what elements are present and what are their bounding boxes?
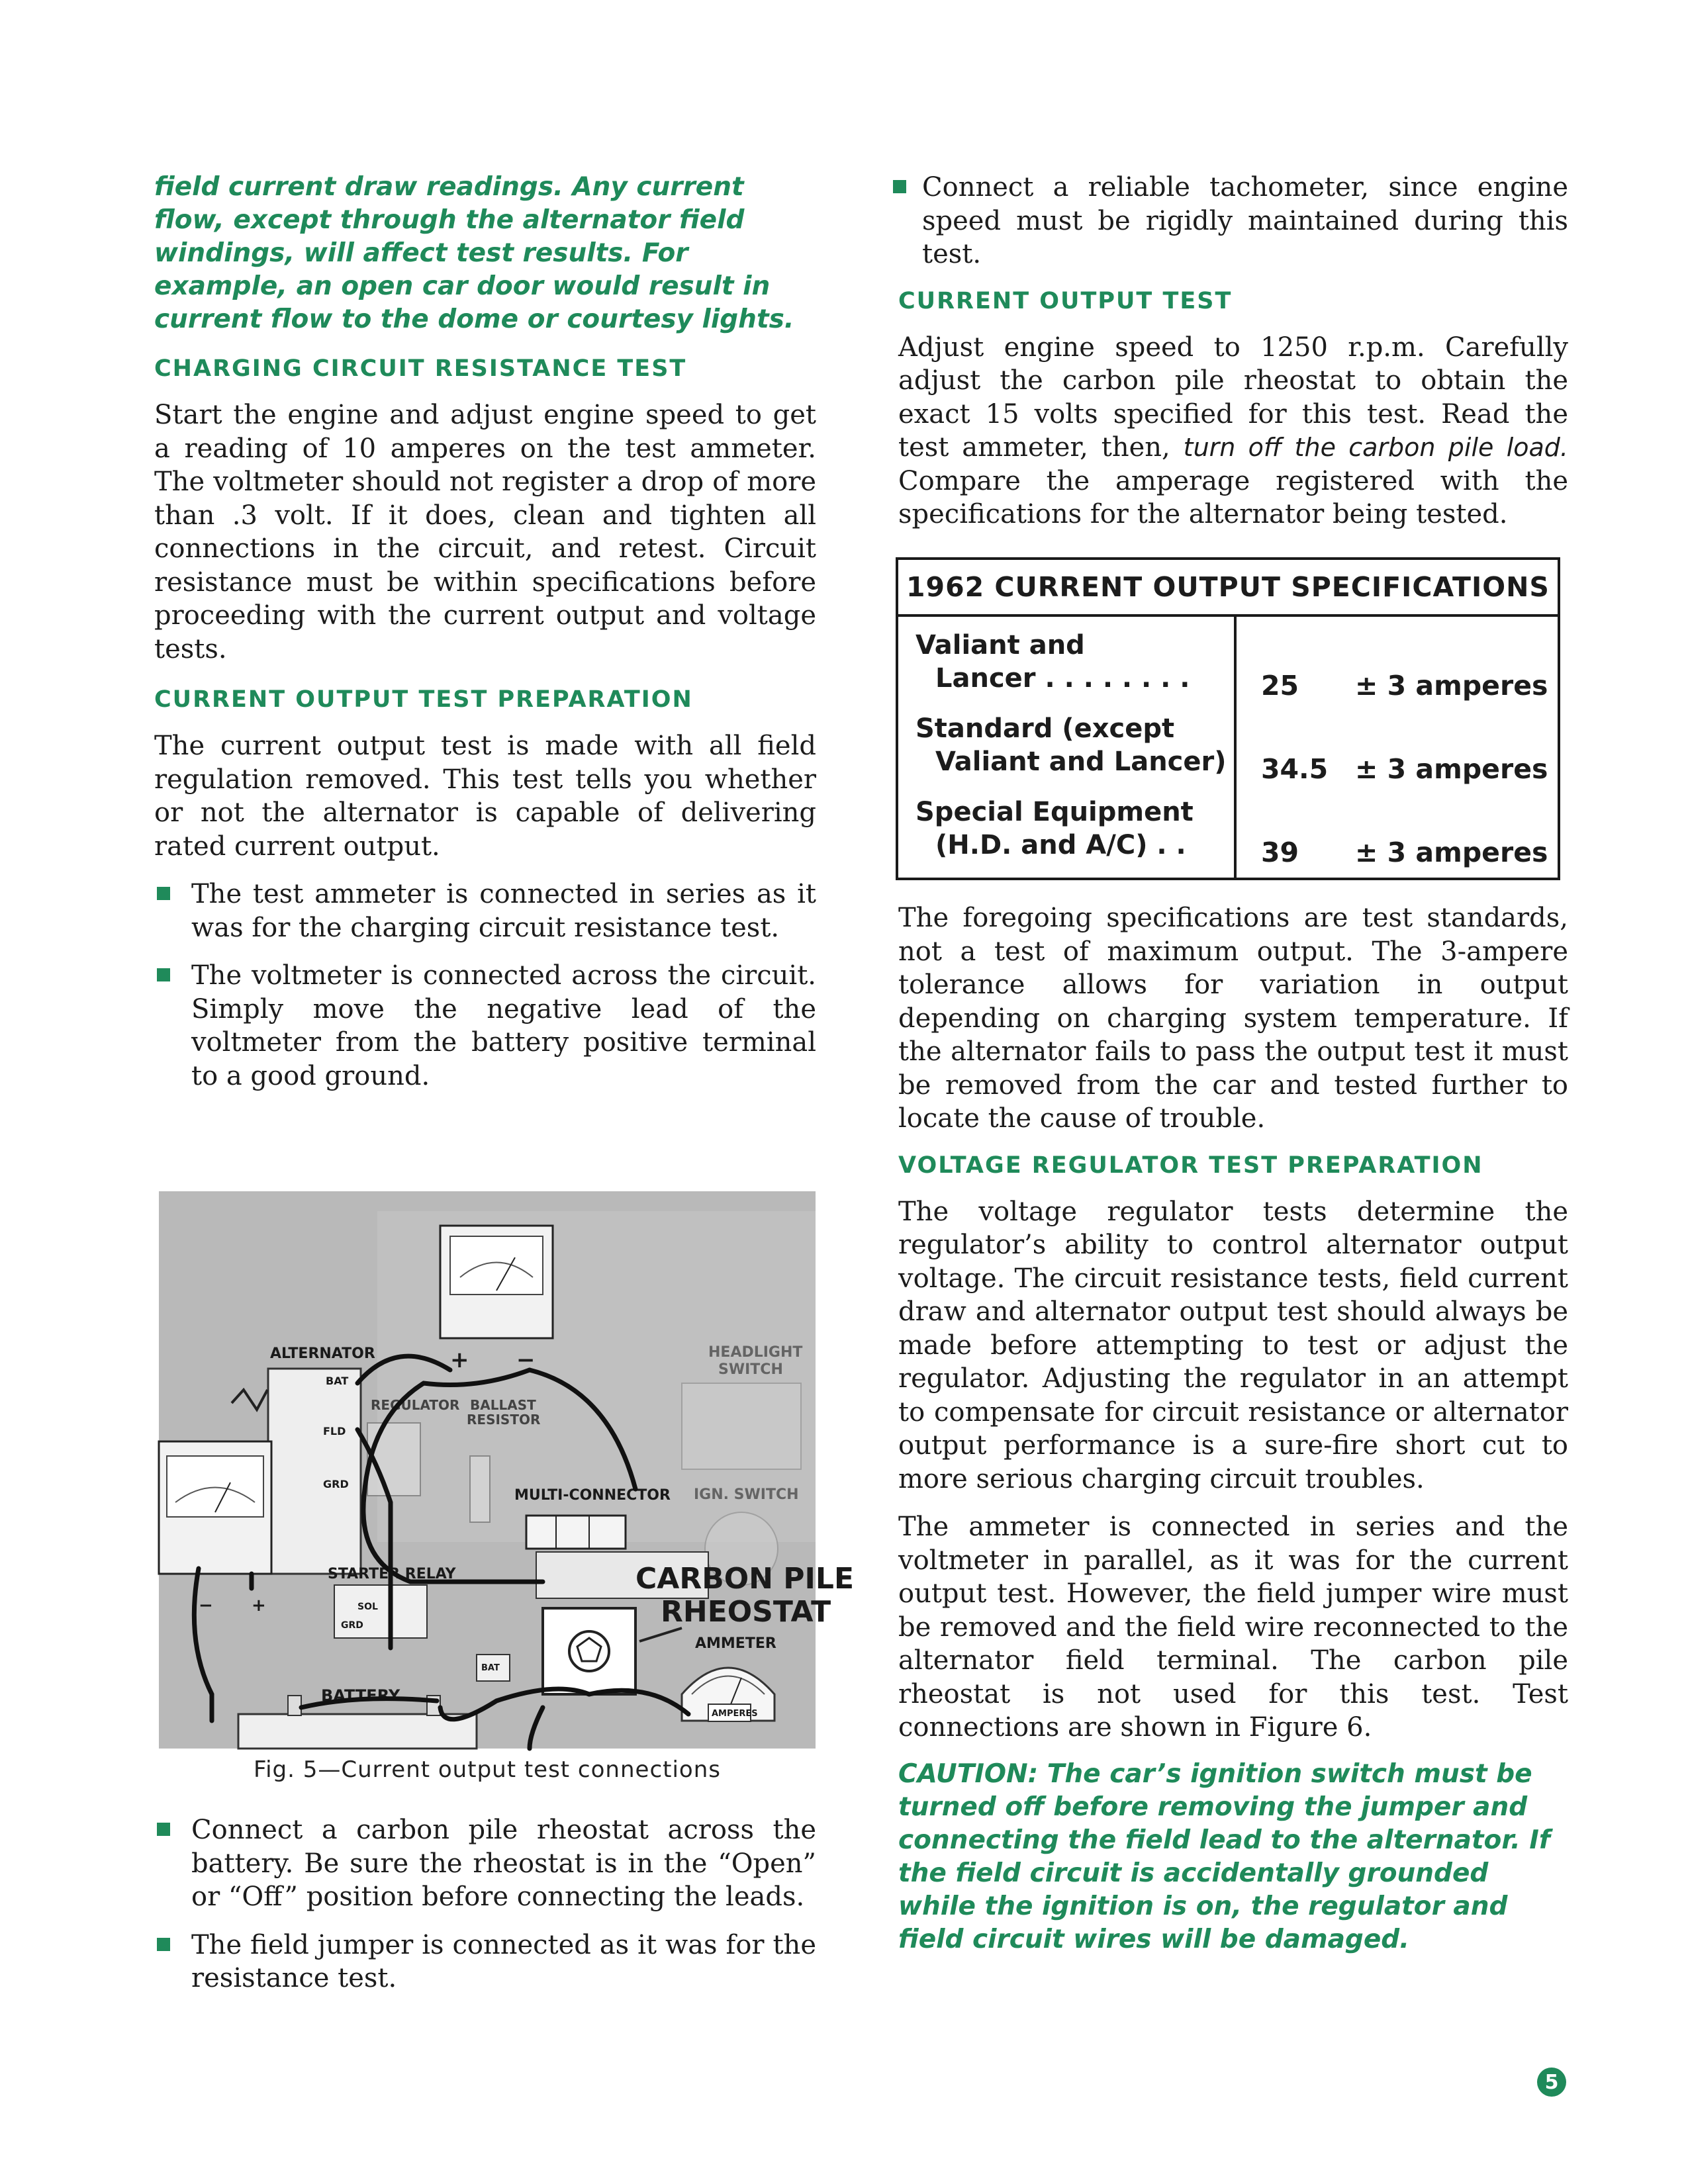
bullet-voltmeter-text: The voltmeter is connected across the circuit. Simply move the negative lead of the voltmeter from the battery positive terminal to a good ground. (191, 960, 816, 1091)
svg-text:RESISTOR: RESISTOR (467, 1412, 541, 1428)
caution-paragraph: CAUTION: The car’s ignition switch must be turned off before removing the jumper and connecting the field lead to the alternator. If the field circuit is accidentally grounded while the ignition is on, the regulator and field circuit wires will be damaged. (898, 1758, 1550, 1954)
svg-text:AMMETER: AMMETER (695, 1635, 776, 1652)
spec-row-label: Special Equipment (H.D. and A/C) . . (915, 797, 1194, 860)
svg-text:CARBON PILE: CARBON PILE (635, 1562, 855, 1596)
svg-text:BAT: BAT (326, 1375, 349, 1387)
spec-row (898, 629, 1558, 709)
paragraph-ammeter-connection: The ammeter is connected in series and the voltmeter in parallel, as it was for the current output test. However, the field jumper wire must be removed and the field wire reconnected to the alternator field terminal. The carbon pile rheostat is not used for this test. Test connections are shown in Figure 6. (898, 1512, 1568, 1743)
svg-text:−: − (516, 1347, 536, 1373)
paragraph-current-output (898, 331, 1568, 531)
bullet-tachometer (898, 171, 1568, 271)
bullet-tachometer-text: Connect a reliable tachometer, since engine speed must be rigidly maintained during this test. (922, 172, 1568, 269)
svg-text:REGULATOR: REGULATOR (371, 1397, 460, 1413)
right-column-top (898, 171, 1568, 531)
figure-caption: Fig. 5—Current output test connections (254, 1756, 721, 1783)
spec-row-value: 34.5 (1261, 753, 1329, 785)
svg-text:FLD: FLD (323, 1425, 346, 1437)
figure-current-output-connections (159, 1191, 855, 1749)
svg-text:+: + (252, 1596, 266, 1615)
paragraph-current-output-start: Adjust engine speed to 1250 r.p.m. Carefully adjust the carbon pile rheostat to obtain the exact 15 volts specified for this test. Read the test ammeter, then, (898, 332, 1568, 463)
svg-text:HEADLIGHT: HEADLIGHT (708, 1344, 803, 1361)
bullet-voltmeter (154, 959, 816, 1093)
paragraph-charging-circuit: Start the engine and adjust engine speed to get a reading of 10 amperes on the test ammeter. The voltmeter should not register a drop of more than .3 volt. If it does, clean and tighten all connections in the circuit, and retest. Circuit resistance must be within specifications before proceeding with the current output and voltage tests. (154, 400, 816, 664)
spec-row (898, 796, 1558, 876)
intro-italic-paragraph: field current draw readings. Any current flow, except through the alternator field windings, will affect test results. For example, an open car door would result in current flow to the dome or courtesy lights. (154, 172, 794, 334)
bullet-square-icon (157, 968, 170, 981)
spec-row-label: Valiant and Lancer . . . . . . . . (915, 630, 1190, 694)
left-bottom-bullets (154, 1813, 816, 1995)
heading-output-prep: CURRENT OUTPUT TEST PREPARATION (154, 686, 693, 713)
svg-text:ALTERNATOR: ALTERNATOR (270, 1345, 375, 1362)
svg-text:−: − (199, 1596, 213, 1615)
svg-text:BAT: BAT (481, 1663, 500, 1673)
page-number: 5 (1537, 2068, 1566, 2097)
svg-text:GRD: GRD (341, 1620, 363, 1631)
svg-text:+: + (450, 1347, 469, 1373)
svg-text:RHEOSTAT: RHEOSTAT (661, 1595, 831, 1629)
spec-row (898, 712, 1558, 793)
bullet-ammeter-text: The test ammeter is connected in series as it was for the charging circuit resistance test. (191, 879, 816, 943)
svg-text:SOL: SOL (357, 1602, 378, 1612)
spec-row-tolerance: ± 3 amperes (1355, 837, 1548, 868)
svg-text:GRD: GRD (323, 1478, 349, 1490)
right-column-bottom (898, 901, 1568, 1956)
svg-text:BALLAST: BALLAST (470, 1397, 536, 1413)
paragraph-foregoing: The foregoing specifications are test standards, not a test of maximum output. The 3-ampere tolerance allows for variation in output depending on charging system temperature. If the alternator fails to pass the output test it must be removed from the car and tested further to locate the cause of trouble. (898, 903, 1568, 1134)
bullet-square-icon (157, 887, 170, 900)
spec-row-tolerance: ± 3 amperes (1355, 670, 1548, 702)
svg-text:STARTER RELAY: STARTER RELAY (328, 1566, 456, 1582)
spec-row-label: Standard (except Valiant and Lancer) (915, 713, 1227, 777)
svg-text:MULTI-CONNECTOR: MULTI-CONNECTOR (514, 1487, 671, 1504)
bullet-carbon-pile-text: Connect a carbon pile rheostat across the battery. Be sure the rheostat is in the “Open” or “Off” position before connecting the leads. (191, 1815, 816, 1912)
bullet-square-icon (157, 1938, 170, 1951)
spec-row-value: 39 (1261, 837, 1299, 868)
paragraph-current-output-end: Compare the amperage registered with the specifications for the alternator being tested. (898, 465, 1568, 529)
paragraph-voltage-regulator: The voltage regulator tests determine the regulator’s ability to control alternator output voltage. The circuit resistance tests, field current draw and alternator output test should always be made before attempting to test or adjust the regulator. Adjusting the regulator in an attempt to compensate for circuit resistance or alternator output performance is a sure-fire short cut to more serious charging circuit troubles. (898, 1196, 1568, 1494)
svg-text:AMPERES: AMPERES (712, 1709, 758, 1719)
bullet-field-jumper (154, 1929, 816, 1995)
heading-current-output: CURRENT OUTPUT TEST (898, 287, 1233, 314)
left-column (154, 171, 816, 1093)
bullet-square-icon (893, 180, 906, 193)
spec-table-title: 1962 CURRENT OUTPUT SPECIFICATIONS (898, 560, 1558, 617)
spec-row-value: 25 (1261, 670, 1299, 702)
bullet-ammeter (154, 878, 816, 944)
bullet-field-jumper-text: The field jumper is connected as it was for the resistance test. (191, 1929, 816, 1993)
svg-text:BATTERY: BATTERY (321, 1686, 400, 1705)
svg-text:IGN. SWITCH: IGN. SWITCH (694, 1486, 799, 1503)
paragraph-output-prep: The current output test is made with all field regulation removed. This test tells you whether or not the alternator is capable of delivering rated current output. (154, 731, 816, 862)
spec-table (896, 557, 1560, 880)
svg-text:SWITCH: SWITCH (718, 1361, 783, 1378)
bullet-square-icon (157, 1823, 170, 1836)
heading-voltage-regulator-prep: VOLTAGE REGULATOR TEST PREPARATION (898, 1152, 1483, 1179)
wiring-diagram (159, 1191, 855, 1749)
spec-row-tolerance: ± 3 amperes (1355, 753, 1548, 785)
heading-charging-circuit: CHARGING CIRCUIT RESISTANCE TEST (154, 355, 687, 382)
paragraph-current-output-emphasis: turn off the carbon pile load. (1183, 433, 1568, 462)
bullet-carbon-pile (154, 1813, 816, 1914)
